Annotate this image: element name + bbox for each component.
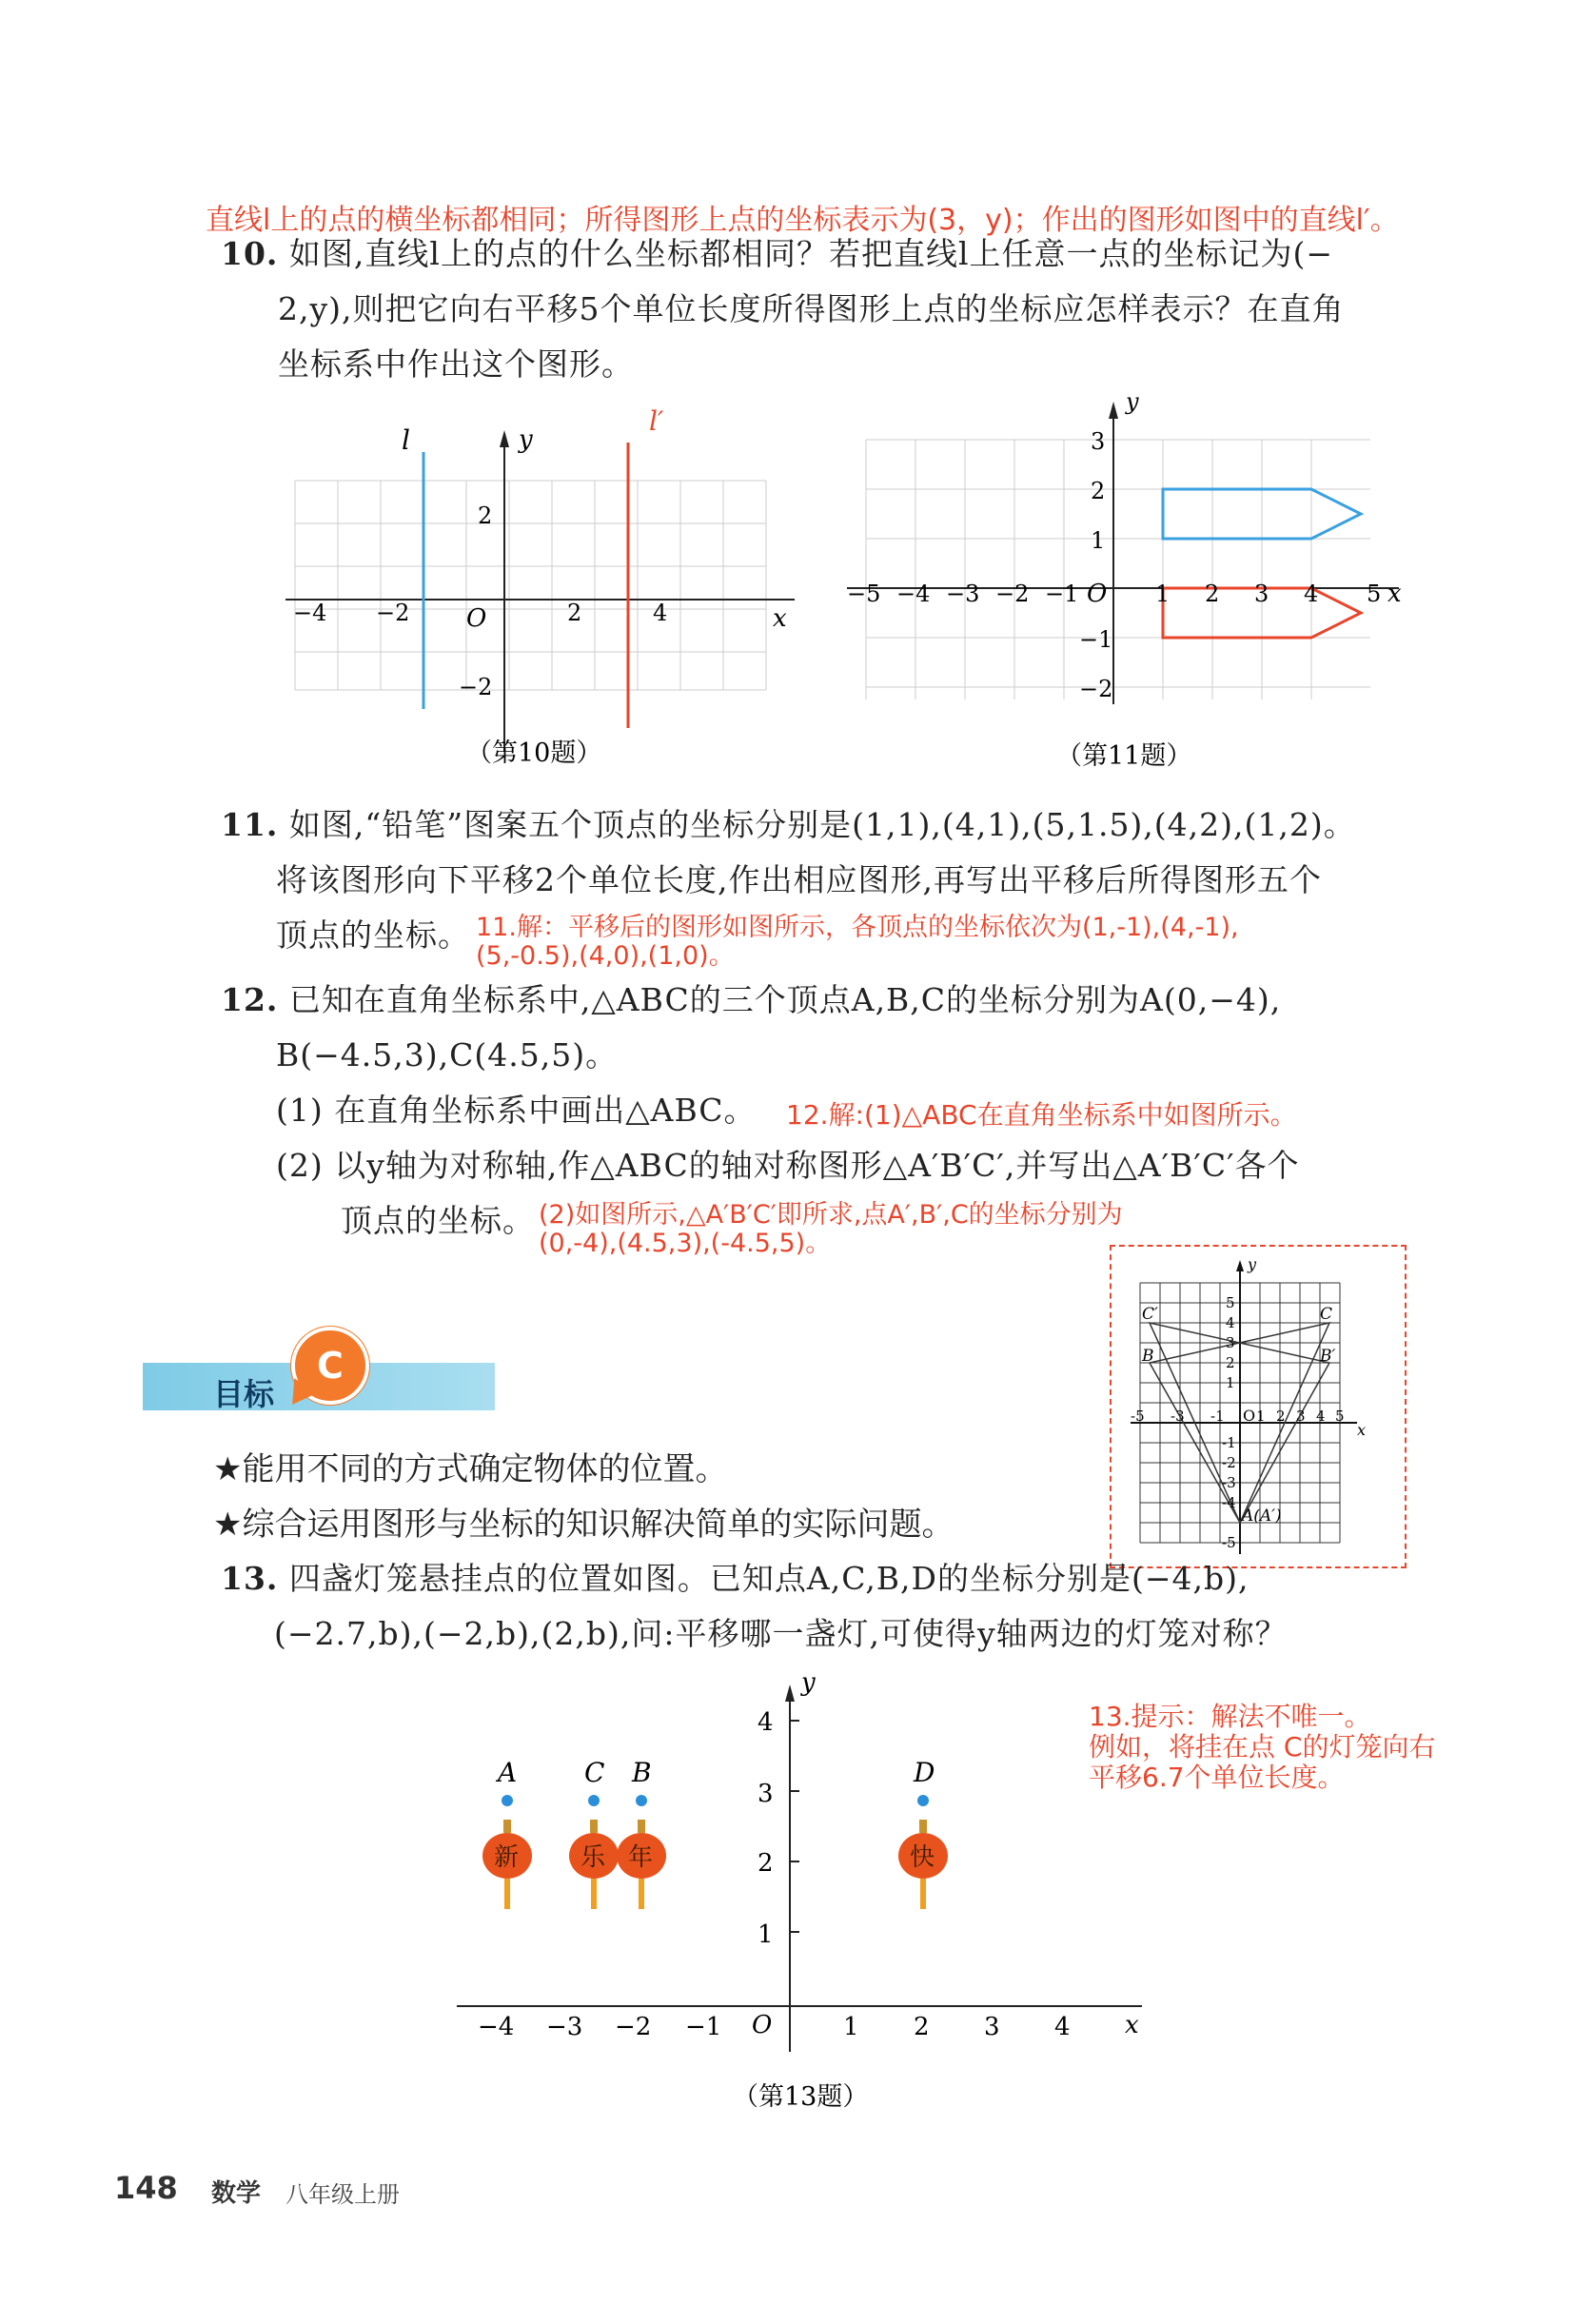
x-label: x	[773, 604, 787, 633]
origin-label: O	[752, 2011, 773, 2039]
x-label: x	[1357, 1421, 1367, 1439]
x-tick: −3	[546, 2013, 583, 2041]
x-tick: 3	[984, 2013, 1000, 2041]
y-tick: -1	[1222, 1434, 1236, 1451]
x-tick: −5	[847, 581, 881, 607]
y-label: y	[1126, 390, 1139, 415]
x-tick: 4	[1316, 1408, 1326, 1425]
question-part-2: (2) 以y轴为对称轴,作△ABC的轴对称图形△A′B′C′,并写出△A′B′C′各个	[276, 1147, 1300, 1184]
y-tick: 3	[1091, 428, 1106, 455]
label-c-prime: C′	[1142, 1305, 1158, 1324]
question-text-line: 四盏灯笼悬挂点的位置如图。已知点A,C,B,D的坐标分别是(−4,b),	[288, 1560, 1250, 1597]
caption-13: （第13题）	[733, 2082, 869, 2112]
lantern-a	[482, 1820, 532, 1909]
lantern-char: 新	[494, 1843, 520, 1872]
y-arrow	[1236, 1260, 1244, 1271]
hang-point-b	[636, 1795, 647, 1806]
label-l: l	[402, 424, 410, 456]
x-label: x	[1387, 580, 1402, 608]
y-tick: 1	[1091, 527, 1106, 554]
caption-10: （第10题）	[466, 739, 602, 768]
answer-line: (2)如图所示,△A′B′C′即所求,点A′,B′,C的坐标分别为	[539, 1200, 1123, 1230]
x-tick: −2	[376, 600, 410, 626]
origin-label: O	[1243, 1407, 1256, 1425]
x-tick: −2	[615, 2013, 652, 2041]
y-tick: 3	[1226, 1334, 1235, 1351]
lantern-c	[569, 1820, 619, 1909]
lantern-char: 乐	[581, 1843, 606, 1872]
origin-label: O	[466, 604, 487, 633]
label-b-prime: B′	[1320, 1347, 1336, 1366]
question-text-line: (−2.7,b),(−2,b),(2,b),问:平移哪一盏灯,可使得y轴两边的灯笼对称？	[274, 1615, 1288, 1652]
y-tick: 1	[758, 1920, 774, 1949]
question-text-line: 已知在直角坐标系中,△ABC的三个顶点A,B,C的坐标分别为A(0,−4),	[288, 981, 1282, 1018]
label-a: A(A′)	[1242, 1507, 1282, 1526]
y-tick: 1	[1226, 1374, 1235, 1391]
question-text-line: 顶点的坐标。	[276, 916, 470, 954]
lantern-d	[898, 1820, 948, 1909]
x-tick: −1	[685, 2013, 722, 2041]
question-text-line: B(−4.5,3),C(4.5,5)。	[276, 1036, 619, 1073]
y-tick: -5	[1222, 1534, 1236, 1551]
question-text-line: 如图,“铅笔”图案五个顶点的坐标分别是(1,1),(4,1),(5,1.5),(4,2),(1,2)。	[288, 806, 1356, 843]
question-number: 10.	[221, 235, 279, 272]
hang-point-c	[588, 1795, 600, 1806]
hang-point-d	[917, 1795, 929, 1806]
goal-item-1: ★能用不同的方式确定物体的位置。	[213, 1450, 728, 1488]
y-tick: -4	[1222, 1494, 1236, 1511]
x-tick: 2	[1205, 581, 1220, 607]
goal-item-2: ★综合运用图形与坐标的知识解决简单的实际问题。	[213, 1506, 954, 1544]
question-10	[221, 226, 1420, 392]
y-tick: 3	[758, 1780, 774, 1808]
answer-q12-2	[539, 1201, 1123, 1258]
question-part-1: (1) 在直角坐标系中画出△ABC。	[276, 1092, 757, 1129]
answer-line: 13.提示：解法不唯一。	[1089, 1701, 1371, 1732]
x-tick: -3	[1171, 1408, 1185, 1425]
goal-title: 目标	[213, 1376, 275, 1412]
answer-line: 平移6.7个单位长度。	[1089, 1762, 1345, 1793]
question-text-line: 坐标系中作出这个图形。	[278, 345, 634, 383]
x-tick: 1	[843, 2013, 859, 2041]
question-text-line: 如图,直线l上的点的什么坐标都相同？若把直线l上任意一点的坐标记为(−	[288, 235, 1334, 272]
answer-line: 例如，将挂在点 C的灯笼向右	[1089, 1731, 1436, 1763]
point-label-b: B	[632, 1757, 652, 1788]
page-number: 148	[114, 2170, 178, 2206]
x-tick: 4	[1054, 2013, 1071, 2041]
y-tick: 2	[1226, 1354, 1235, 1371]
x-tick: 5	[1335, 1408, 1345, 1425]
answer-q11	[476, 914, 1239, 971]
answer-line: 11.解：平移后的图形如图所示，各顶点的坐标依次为(1,-1),(4,-1),	[476, 913, 1239, 942]
x-tick: −4	[896, 581, 931, 607]
figure-10	[276, 409, 828, 771]
question-text-line: 2,y),则把它向右平移5个单位长度所得图形上点的坐标应怎样表示？在直角	[278, 290, 1345, 327]
x-tick: 3	[1296, 1408, 1306, 1425]
point-label-a: A	[498, 1757, 518, 1788]
x-tick: -1	[1210, 1408, 1225, 1425]
point-label-c: C	[584, 1757, 605, 1788]
x-tick: 1	[1155, 581, 1171, 607]
question-number: 12.	[221, 981, 279, 1018]
goal-badge: C	[291, 1327, 369, 1405]
x-label: x	[1125, 2011, 1139, 2039]
hang-point-a	[502, 1795, 513, 1806]
question-number: 11.	[221, 806, 279, 843]
y-arrow	[500, 430, 509, 447]
y-tick: −2	[1079, 676, 1113, 702]
label-c: C	[1320, 1305, 1333, 1324]
answer-line: (0,-4),(4.5,3),(-4.5,5)。	[539, 1229, 832, 1258]
x-tick: −3	[946, 581, 980, 607]
figure-12	[1121, 1254, 1397, 1559]
grid	[295, 481, 766, 690]
y-arrow	[1109, 402, 1118, 419]
answer-q10: 直线l上的点的横坐标都相同；所得图形上点的坐标表示为(3，y)；作出的图形如图中的直线l′。	[206, 204, 1399, 237]
label-l-prime: l′	[649, 409, 664, 437]
lantern-b	[617, 1820, 666, 1909]
x-tick: 3	[1254, 581, 1269, 607]
answer-line: (5,-0.5),(4,0),(1,0)。	[476, 941, 735, 971]
point-label-d: D	[914, 1757, 935, 1788]
x-tick: 5	[1367, 581, 1382, 607]
y-arrow	[785, 1684, 795, 1702]
y-tick: -2	[1222, 1454, 1236, 1471]
y-tick: 4	[758, 1708, 774, 1737]
footer-grade: 八年级上册	[285, 2181, 400, 2208]
question-text-line: 将该图形向下平移2个单位长度,作出相应图形,再写出平移后所得图形五个	[276, 861, 1322, 898]
y-tick: 2	[758, 1849, 774, 1878]
question-text-line: 顶点的坐标。	[341, 1202, 535, 1239]
y-tick: -3	[1222, 1474, 1236, 1491]
y-tick: 2	[478, 502, 493, 529]
x-tick: −4	[293, 600, 327, 626]
y-tick: 5	[1226, 1294, 1235, 1311]
figure-11	[837, 390, 1408, 771]
caption-11: （第11题）	[1056, 741, 1192, 771]
y-tick: −2	[459, 674, 493, 700]
question-number: 13.	[221, 1560, 279, 1597]
x-tick: 1	[1256, 1408, 1266, 1425]
lantern-char: 快	[910, 1843, 935, 1872]
y-label: y	[519, 425, 533, 454]
x-tick: −4	[478, 2013, 515, 2041]
label-b: B	[1142, 1347, 1154, 1366]
x-tick: −2	[995, 581, 1030, 607]
x-tick: 4	[653, 600, 668, 626]
x-tick: 2	[1276, 1408, 1286, 1425]
figure-13	[438, 1671, 1161, 2118]
x-tick: −1	[1045, 581, 1079, 607]
y-tick: 2	[1091, 478, 1106, 504]
x-tick: -5	[1131, 1408, 1145, 1425]
y-tick: −1	[1079, 626, 1113, 653]
y-tick: 4	[1226, 1314, 1235, 1331]
answer-q12-1: 12.解:(1)△ABC在直角坐标系中如图所示。	[786, 1099, 1297, 1131]
grid	[866, 440, 1370, 699]
origin-label: O	[1087, 580, 1108, 608]
y-label: y	[1248, 1255, 1257, 1273]
y-label: y	[801, 1671, 816, 1697]
question-13	[221, 1551, 1420, 1662]
x-tick: 2	[914, 2013, 930, 2041]
x-tick: 2	[567, 600, 582, 626]
footer-subject: 数学	[211, 2179, 262, 2208]
lantern-char: 年	[628, 1843, 654, 1872]
x-tick: 4	[1304, 581, 1319, 607]
